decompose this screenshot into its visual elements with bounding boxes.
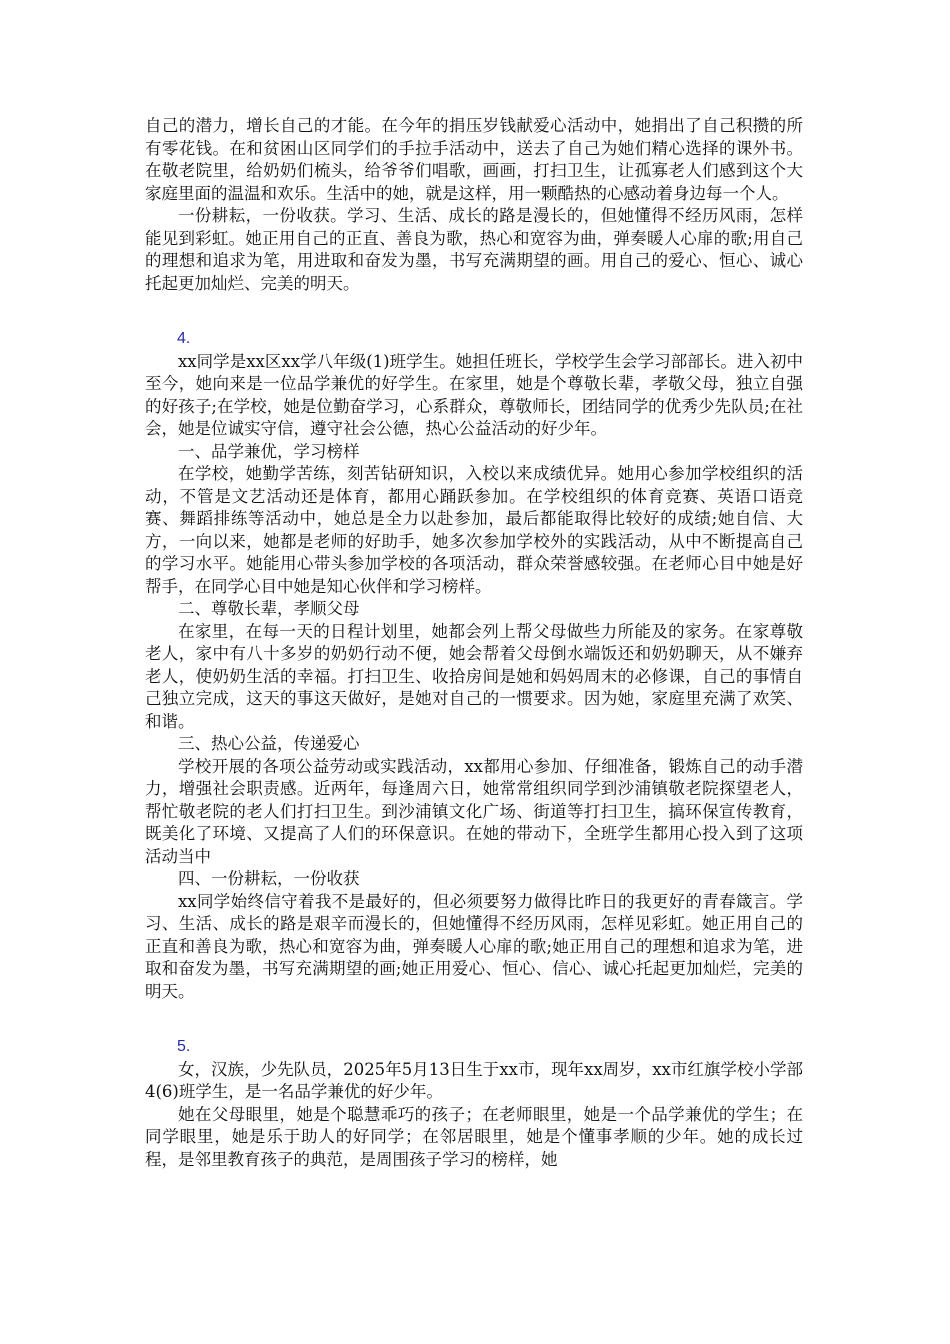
paragraph-continued: 自己的潜力，增长自己的才能。在今年的捐压岁钱献爱心活动中，她捐出了自己积攒的所有零花钱。在和贫困山区同学们的手拉手活动中，送去了自己为她们精心选择的课外书。在敬老院里，给奶奶们梳头，给爷爷们唱歌，画画，打扫卫生，让孤寡老人们感到这个大家庭里面的温温和欢乐。生活中的她，就是这样，用一颗酷热的心感动着身边每一个人。 (145, 116, 803, 203)
section-5-paragraph-2: 她在父母眼里，她是个聪慧乖巧的孩子；在老师眼里，她是一个品学兼优的学生；在同学眼里，她是乐于助人的好同学；在邻居眼里，她是个懂事孝顺的少年。她的成长过程，是邻里教育孩子的典范，是周围孩子学习的榜样，她 (145, 1104, 803, 1169)
section-4-paragraph-2: 在家里，在每一天的日程计划里，她都会列上帮父母做些力所能及的家务。在家尊敬老人，家中有八十多岁的奶奶行动不便，她会帮着父母倒水端饭还和奶奶聊天，从不嫌弃老人，使奶奶生活的幸福。打扫卫生、收拾房间是她和妈妈周末的必修课，自己的事情自己独立完成，这天的事这天做好，是她对自己的一惯要求。因为她，家庭里充满了欢笑、和谐。 (145, 621, 803, 731)
section-4-paragraph-3: 学校开展的各项公益劳动或实践活动，xx都用心参加、仔细准备，锻炼自己的动手潜力，增强社会职责感。近两年，每逢周六日，她常常组织同学到沙浦镇敬老院探望老人，帮忙敬老院的老人们打扫卫生。到沙浦镇文化广场、街道等打扫卫生，搞环保宣传教育，既美化了环境、又提高了人们的环保意识。在她的带动下，全班学生都用心投入到了这项活动当中 (145, 756, 803, 866)
section-4-heading-2: 二、尊敬长辈，孝顺父母 (178, 599, 360, 618)
section-spacer (145, 295, 803, 328)
section-number-4: 4. (177, 330, 191, 347)
document-page (145, 115, 803, 1171)
section-4-paragraph-4: xx同学始终信守着我不是最好的，但必须要努力做得比昨日的我更好的青春箴言。学习、生活、成长的路是艰辛而漫长的，但她懂得不经历风雨，怎样见彩虹。她正用自己的正直和善良为歌，热心和宽容为曲，弹奏暖人心扉的歌;她正用自己的理想和追求为笔，进取和奋发为墨，书写充满期望的画;她正用爱心、恒心、信心、诚心托起更加灿烂，完美的明天。 (145, 891, 803, 1001)
section-spacer (145, 1003, 803, 1036)
section-4-heading-3: 三、热心公益，传递爱心 (178, 734, 360, 753)
section-5-paragraph-1: 女，汉族，少先队员，2025年5月13日生于xx市，现年xx周岁，xx市红旗学校小学部4(6)班学生，是一名品学兼优的好少年。 (145, 1059, 803, 1101)
section-4-heading-1: 一、品学兼优，学习榜样 (178, 441, 360, 461)
section-4-paragraph-1: 在学校，她勤学苦练，刻苦钻研知识，入校以来成绩优异。她用心参加学校组织的活动，不管是文艺活动还是体育，都用心踊跃参加。在学校组织的体育竞赛、英语口语竞赛、舞蹈排练等活动中，她总是全力以赴参加，最后都能取得比较好的成绩;她自信、大方，一向以来，她都是老师的好助手，她多次参加学校外的实践活动，从中不断提高自己的学习水平。她能用心带头参加学校的各项活动，群众荣誉感较强。在老师心目中她是好帮手，在同学心目中她是知心伙伴和学习榜样。 (145, 464, 803, 596)
section-4-intro: xx同学是xx区xx学八年级(1)班学生。她担任班长，学校学生会学习部部长。进入初中至今，她向来是一位品学兼优的好学生。在家里，她是个尊敬长辈，孝敬父母，独立自强的好孩子;在学校，她是位勤奋学习，心系群众，尊敬师长，团结同学的优秀少先队员;在社会，她是位诚实守信，遵守社会公德，热心公益活动的好少年。 (145, 351, 803, 438)
section-number-5: 5. (177, 1038, 191, 1055)
section-4-heading-4: 四、一份耕耘，一份收获 (178, 869, 360, 888)
paragraph-harvest: 一份耕耘，一份收获。学习、生活、成长的路是漫长的，但她懂得不经历风雨，怎样能见到彩虹。她正用自己的正直、善良为歌，热心和宽容为曲，弹奏暖人心扉的歌;用自己的理想和追求为笔，用进取和奋发为墨，书写充满期望的画。用自己的爱心、恒心、诚心托起更加灿烂、完美的明天。 (145, 206, 803, 293)
